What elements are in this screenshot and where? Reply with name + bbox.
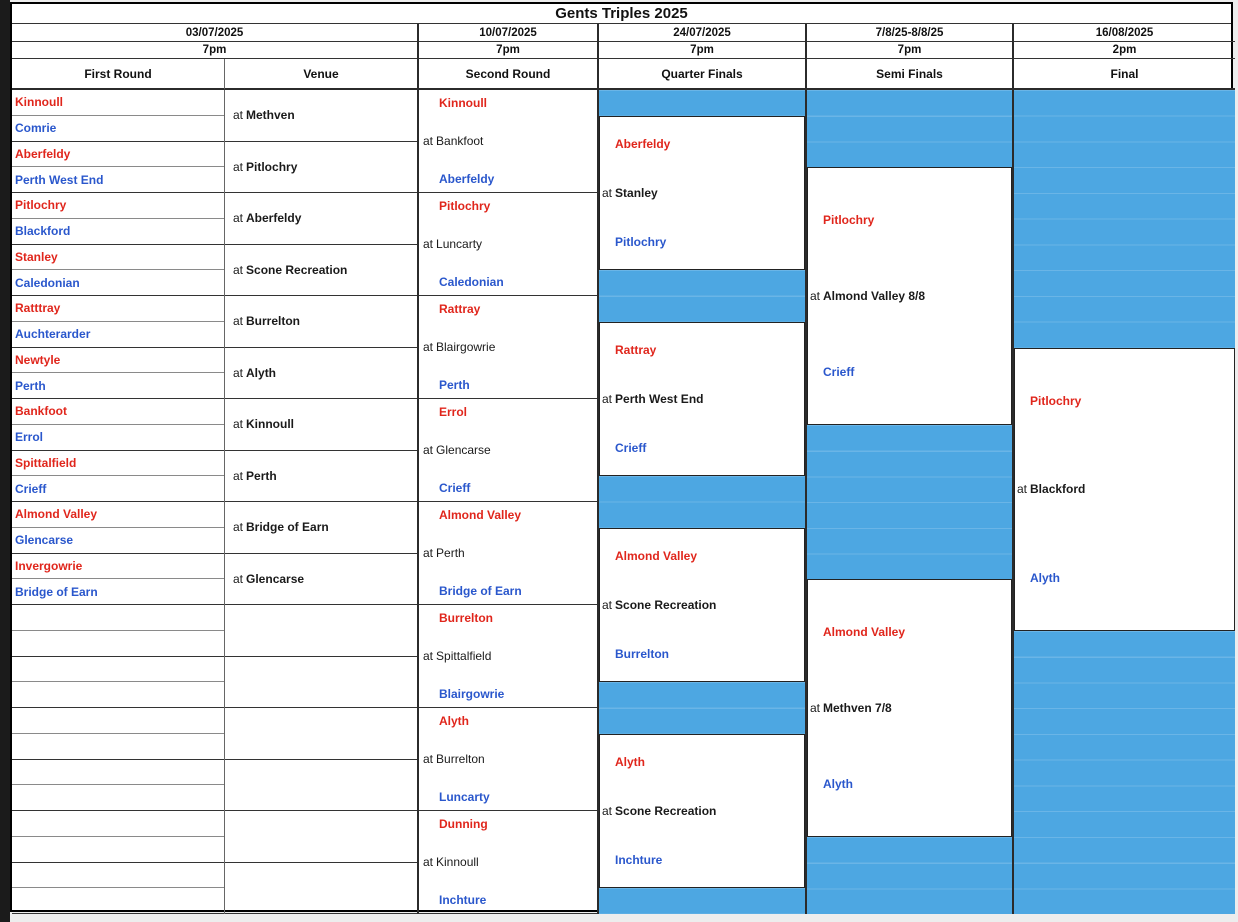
match-box xyxy=(1014,348,1235,631)
venue-prefix: at xyxy=(423,649,434,663)
home-team-name: Rattray xyxy=(615,342,657,357)
away-team-name: Blairgowrie xyxy=(439,687,505,701)
venue-prefix: at xyxy=(423,237,434,251)
round-header-venue: Venue xyxy=(224,59,417,90)
first-round-team-cell xyxy=(12,142,224,168)
venue-text xyxy=(233,417,294,431)
home-team-name: Kinnoull xyxy=(439,96,487,110)
time-header: 7pm xyxy=(12,42,417,59)
venue-text xyxy=(233,314,300,328)
venue-text xyxy=(423,752,485,766)
venue-prefix: at xyxy=(810,701,821,715)
bracket-fill xyxy=(807,837,1012,914)
home-team-name: Spittalfield xyxy=(15,455,77,470)
venue-name: Kinnoull xyxy=(436,855,479,869)
away-team-name: Burrelton xyxy=(615,647,669,662)
second-round-match xyxy=(419,811,597,914)
time-header: 7pm xyxy=(417,42,597,59)
venue-text xyxy=(423,443,491,457)
home-team-name: Kinnoull xyxy=(15,95,63,110)
away-team-name: Bridge of Earn xyxy=(439,584,522,598)
date-header: 16/08/2025 xyxy=(1012,24,1235,42)
time-header: 7pm xyxy=(597,42,805,59)
first-round-venue-cell xyxy=(225,657,417,709)
venue-prefix: at xyxy=(233,365,244,380)
venue-name: Pitlochry xyxy=(246,159,298,174)
first-round-team-cell xyxy=(12,554,224,580)
venue-text xyxy=(810,701,892,715)
venue-name: Scone Recreation xyxy=(246,262,348,277)
venue-prefix: at xyxy=(233,520,244,535)
home-team-name: Almond Valley xyxy=(823,625,906,640)
first-round-venue-cell xyxy=(225,502,417,554)
venue-name: Methven xyxy=(246,108,295,123)
venue-text xyxy=(1017,482,1085,496)
home-team-name: Aberfeldy xyxy=(615,136,671,151)
venue-text xyxy=(233,211,301,225)
away-team-name: Crieff xyxy=(15,481,47,496)
venue-name: Aberfeldy xyxy=(246,211,302,226)
venue-name: Burrelton xyxy=(436,752,485,766)
home-team-name: Rattray xyxy=(439,302,481,316)
column-venue xyxy=(224,90,417,914)
first-round-team-cell xyxy=(12,322,224,348)
venue-text xyxy=(233,469,277,483)
first-round-team-cell xyxy=(12,888,224,914)
home-team-name: Almond Valley xyxy=(15,507,98,522)
page-left-edge xyxy=(0,0,10,922)
first-round-team-cell xyxy=(12,348,224,374)
first-round-team-cell xyxy=(12,296,224,322)
first-round-team-cell xyxy=(12,245,224,271)
away-team-name: Perth xyxy=(439,378,470,392)
venue-prefix: at xyxy=(233,262,244,277)
round-header-semi-finals: Semi Finals xyxy=(805,59,1012,90)
venue-prefix: at xyxy=(423,752,434,766)
away-team-name: Crieff xyxy=(615,441,647,456)
column-qf xyxy=(597,90,805,914)
date-header: 03/07/2025 xyxy=(12,24,417,42)
bracket-fill xyxy=(599,476,805,528)
bracket-fill xyxy=(807,90,1012,167)
second-round-match xyxy=(419,193,597,296)
venue-text xyxy=(423,134,483,148)
venue-prefix: at xyxy=(423,546,434,560)
home-team-name: Pitlochry xyxy=(823,213,875,228)
venue-text xyxy=(233,520,329,534)
home-team-name: Pitlochry xyxy=(1030,393,1082,408)
first-round-team-cell xyxy=(12,270,224,296)
time-header: 7pm xyxy=(805,42,1012,59)
first-round-venue-cell xyxy=(225,863,417,915)
venue-name: Perth xyxy=(246,468,277,483)
first-round-team-cell xyxy=(12,193,224,219)
venue-name: Blairgowrie xyxy=(436,340,496,354)
venue-text xyxy=(233,366,276,380)
venue-name: Scone Recreation xyxy=(615,804,717,818)
away-team-name: Glencarse xyxy=(15,533,74,548)
venue-prefix: at xyxy=(1017,482,1028,497)
venue-name: Methven 7/8 xyxy=(823,701,892,715)
date-header: 24/07/2025 xyxy=(597,24,805,42)
venue-name: Perth West End xyxy=(615,392,704,406)
venue-text xyxy=(602,392,703,406)
first-round-venue-cell xyxy=(225,760,417,812)
venue-name: Glencarse xyxy=(436,443,491,457)
match-box xyxy=(599,734,805,889)
first-round-team-cell xyxy=(12,219,224,245)
match-box xyxy=(599,116,805,271)
venue-name: Kinnoull xyxy=(246,417,295,432)
bracket-fill xyxy=(599,888,805,914)
away-team-name: Comrie xyxy=(15,121,57,136)
first-round-team-cell xyxy=(12,373,224,399)
first-round-team-cell xyxy=(12,631,224,657)
first-round-team-cell xyxy=(12,579,224,605)
first-round-team-cell xyxy=(12,116,224,142)
round-header-second-round: Second Round xyxy=(417,59,597,90)
venue-prefix: at xyxy=(423,134,434,148)
away-team-name: Crieff xyxy=(439,481,471,495)
first-round-team-cell xyxy=(12,528,224,554)
venue-prefix: at xyxy=(602,804,613,818)
first-round-team-cell xyxy=(12,708,224,734)
venue-prefix: at xyxy=(233,417,244,432)
venue-name: Luncarty xyxy=(436,237,483,251)
away-team-name: Inchture xyxy=(439,893,487,907)
match-box xyxy=(807,167,1012,425)
second-round-match xyxy=(419,296,597,399)
away-team-name: Pitlochry xyxy=(615,235,667,250)
away-team-name: Blackford xyxy=(15,224,71,239)
second-round-match xyxy=(419,502,597,605)
home-team-name: Stanley xyxy=(15,249,58,264)
first-round-team-cell xyxy=(12,90,224,116)
venue-prefix: at xyxy=(423,443,434,457)
first-round-team-cell xyxy=(12,760,224,786)
venue-text xyxy=(233,108,295,122)
away-team-name: Caledonian xyxy=(439,275,504,289)
first-round-venue-cell xyxy=(225,399,417,451)
first-round-venue-cell xyxy=(225,245,417,297)
bracket-fill xyxy=(1014,631,1235,914)
first-round-team-cell xyxy=(12,605,224,631)
first-round-venue-cell xyxy=(225,296,417,348)
first-round-venue-cell xyxy=(225,554,417,606)
venue-prefix: at xyxy=(233,108,244,123)
first-round-team-cell xyxy=(12,837,224,863)
away-team-name: Perth xyxy=(15,378,46,393)
venue-name: Alyth xyxy=(246,365,277,380)
away-team-name: Inchture xyxy=(615,853,663,868)
venue-prefix: at xyxy=(810,289,821,303)
tournament-bracket-sheet xyxy=(10,2,1233,912)
venue-text xyxy=(602,186,658,200)
bracket-fill xyxy=(1014,90,1235,348)
venue-name: Almond Valley 8/8 xyxy=(823,289,926,303)
match-box xyxy=(807,579,1012,837)
venue-name: Stanley xyxy=(615,186,658,200)
venue-name: Burrelton xyxy=(246,314,301,329)
venue-text xyxy=(423,855,479,869)
venue-prefix: at xyxy=(233,159,244,174)
venue-text xyxy=(810,289,925,303)
away-team-name: Alyth xyxy=(1030,570,1060,585)
first-round-team-cell xyxy=(12,476,224,502)
venue-name: Spittalfield xyxy=(436,649,492,663)
away-team-name: Caledonian xyxy=(15,275,80,290)
column-first-round xyxy=(12,90,224,914)
bracket-fill xyxy=(599,90,805,116)
first-round-team-cell xyxy=(12,167,224,193)
home-team-name: Errol xyxy=(439,405,468,419)
venue-prefix: at xyxy=(233,314,244,329)
venue-name: Glencarse xyxy=(246,571,305,586)
away-team-name: Bridge of Earn xyxy=(15,584,98,599)
date-header: 10/07/2025 xyxy=(417,24,597,42)
second-round-match xyxy=(419,90,597,193)
bracket-fill xyxy=(599,270,805,322)
column-fin xyxy=(1012,90,1235,914)
second-round-match xyxy=(419,399,597,502)
venue-text xyxy=(423,340,495,354)
second-round-match xyxy=(419,605,597,708)
second-round-match xyxy=(419,708,597,811)
venue-text xyxy=(423,546,465,560)
tournament-title: Gents Triples 2025 xyxy=(12,4,1231,24)
first-round-team-cell xyxy=(12,811,224,837)
round-header-first-round: First Round xyxy=(12,59,224,90)
home-team-name: Alyth xyxy=(615,754,645,769)
first-round-team-cell xyxy=(12,863,224,889)
home-team-name: Dunning xyxy=(439,817,488,831)
venue-name: Bankfoot xyxy=(436,134,484,148)
home-team-name: Newtyle xyxy=(15,352,61,367)
venue-name: Bridge of Earn xyxy=(246,520,329,535)
home-team-name: Bankfoot xyxy=(15,404,67,419)
venue-text xyxy=(233,572,304,586)
first-round-team-cell xyxy=(12,682,224,708)
home-team-name: Pitlochry xyxy=(15,198,67,213)
venue-prefix: at xyxy=(423,855,434,869)
column-sr xyxy=(417,90,597,914)
venue-prefix: at xyxy=(602,392,613,406)
first-round-venue-cell xyxy=(225,708,417,760)
home-team-name: Almond Valley xyxy=(615,548,698,563)
first-round-venue-cell xyxy=(225,348,417,400)
home-team-name: Invergowrie xyxy=(15,558,83,573)
first-round-venue-cell xyxy=(225,811,417,863)
first-round-venue-cell xyxy=(225,451,417,503)
away-team-name: Crieff xyxy=(823,364,855,379)
venue-name: Scone Recreation xyxy=(615,598,717,612)
home-team-name: Ratttray xyxy=(15,301,61,316)
away-team-name: Aberfeldy xyxy=(439,172,495,186)
venue-prefix: at xyxy=(423,340,434,354)
away-team-name: Alyth xyxy=(823,776,853,791)
time-header: 2pm xyxy=(1012,42,1235,59)
venue-prefix: at xyxy=(602,186,613,200)
first-round-venue-cell xyxy=(225,193,417,245)
first-round-team-cell xyxy=(12,785,224,811)
first-round-venue-cell xyxy=(225,605,417,657)
away-team-name: Luncarty xyxy=(439,790,490,804)
first-round-team-cell xyxy=(12,502,224,528)
venue-text xyxy=(233,263,347,277)
home-team-name: Aberfeldy xyxy=(15,146,71,161)
bracket-fill xyxy=(599,682,805,734)
venue-text xyxy=(602,598,716,612)
venue-text xyxy=(423,649,491,663)
away-team-name: Errol xyxy=(15,430,44,445)
home-team-name: Almond Valley xyxy=(439,508,522,522)
venue-prefix: at xyxy=(602,598,613,612)
round-header-final: Final xyxy=(1012,59,1235,90)
column-sf xyxy=(805,90,1012,914)
first-round-team-cell xyxy=(12,399,224,425)
date-header: 7/8/25-8/8/25 xyxy=(805,24,1012,42)
first-round-team-cell xyxy=(12,734,224,760)
home-team-name: Pitlochry xyxy=(439,199,491,213)
venue-name: Blackford xyxy=(1030,482,1086,497)
venue-text xyxy=(602,804,716,818)
first-round-venue-cell xyxy=(225,142,417,194)
venue-text xyxy=(233,160,297,174)
round-header-quarter-finals: Quarter Finals xyxy=(597,59,805,90)
away-team-name: Auchterarder xyxy=(15,327,91,342)
venue-text xyxy=(423,237,482,251)
venue-prefix: at xyxy=(233,211,244,226)
match-box xyxy=(599,322,805,477)
first-round-team-cell xyxy=(12,425,224,451)
first-round-team-cell xyxy=(12,657,224,683)
first-round-venue-cell xyxy=(225,90,417,142)
home-team-name: Burrelton xyxy=(439,611,493,625)
venue-prefix: at xyxy=(233,468,244,483)
away-team-name: Perth West End xyxy=(15,172,104,187)
venue-name: Perth xyxy=(436,546,465,560)
venue-prefix: at xyxy=(233,571,244,586)
first-round-team-cell xyxy=(12,451,224,477)
bracket-fill xyxy=(807,425,1012,580)
home-team-name: Alyth xyxy=(439,714,469,728)
match-box xyxy=(599,528,805,683)
